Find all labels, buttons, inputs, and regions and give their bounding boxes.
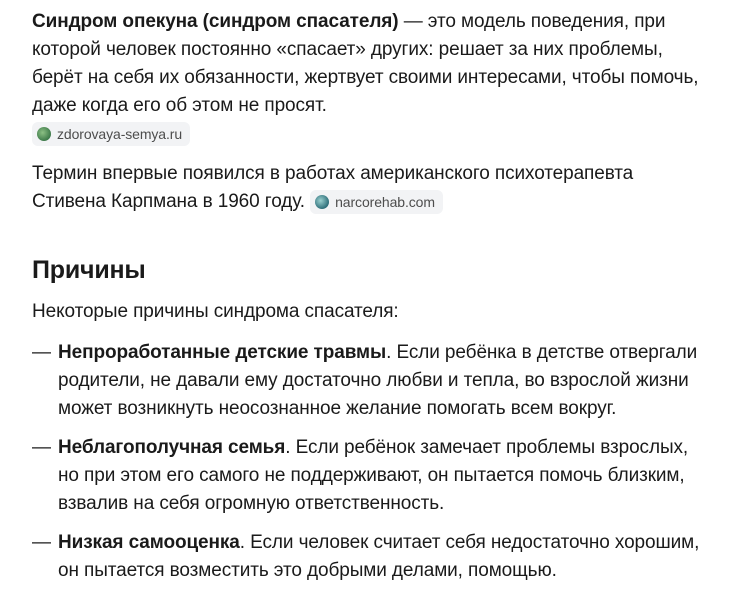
source-label: narcorehab.com — [335, 193, 435, 210]
site-favicon-icon — [37, 127, 51, 141]
source-link-zdorovaya-semya[interactable] — [32, 122, 190, 146]
list-item-title: Низкая самооценка — [58, 532, 240, 553]
list-item-title: Неблагополучная семья — [58, 437, 286, 458]
source-label: zdorovaya-semya.ru — [57, 126, 183, 142]
reasons-list — [32, 339, 704, 585]
origin-paragraph — [32, 160, 704, 216]
section-heading: Причины — [32, 256, 146, 284]
list-dash: — — [32, 532, 51, 553]
list-item-text: . Если человек считает себя недостаточно хорошим, он пытается возместить это добрыми делами, помощью. — [58, 532, 700, 581]
list-item — [32, 529, 704, 585]
definition-text: — это модель поведения, при которой человек постоянно «спасает» других: решает за них проблемы, берёт на себя их обязанности, жертвует своими интересами, чтобы помочь, даже когда его об этом не просят. — [32, 11, 699, 116]
list-item — [32, 434, 704, 518]
list-dash: — — [32, 437, 51, 458]
section-intro: Некоторые причины синдрома спасателя: — [32, 301, 399, 322]
list-item-text: . Если ребёнок замечает проблемы взрослых, но при этом его самого не поддерживают, он пытается помочь близким, взвалив на себя огромную ответственность. — [58, 437, 689, 514]
answer-content — [32, 8, 704, 594]
origin-text: Термин впервые появился в работах американского психотерапевта Стивена Карпмана в 1960 году. — [32, 163, 634, 212]
definition-term: Синдром опекуна (синдром спасателя) — [32, 11, 399, 32]
list-item-title: Непроработанные детские травмы — [58, 342, 387, 363]
definition-paragraph — [32, 8, 704, 146]
list-item — [32, 339, 704, 423]
list-item-text: . Если ребёнка в детстве отвергали родители, не давали ему достаточно любви и тепла, во взрослой жизни может возникнуть неосознанное желание помогать всем вокруг. — [58, 342, 698, 419]
source-link-narcorehab[interactable] — [310, 190, 443, 214]
answer-card — [16, 0, 720, 594]
list-dash: — — [32, 342, 51, 363]
site-favicon-icon — [315, 195, 329, 209]
